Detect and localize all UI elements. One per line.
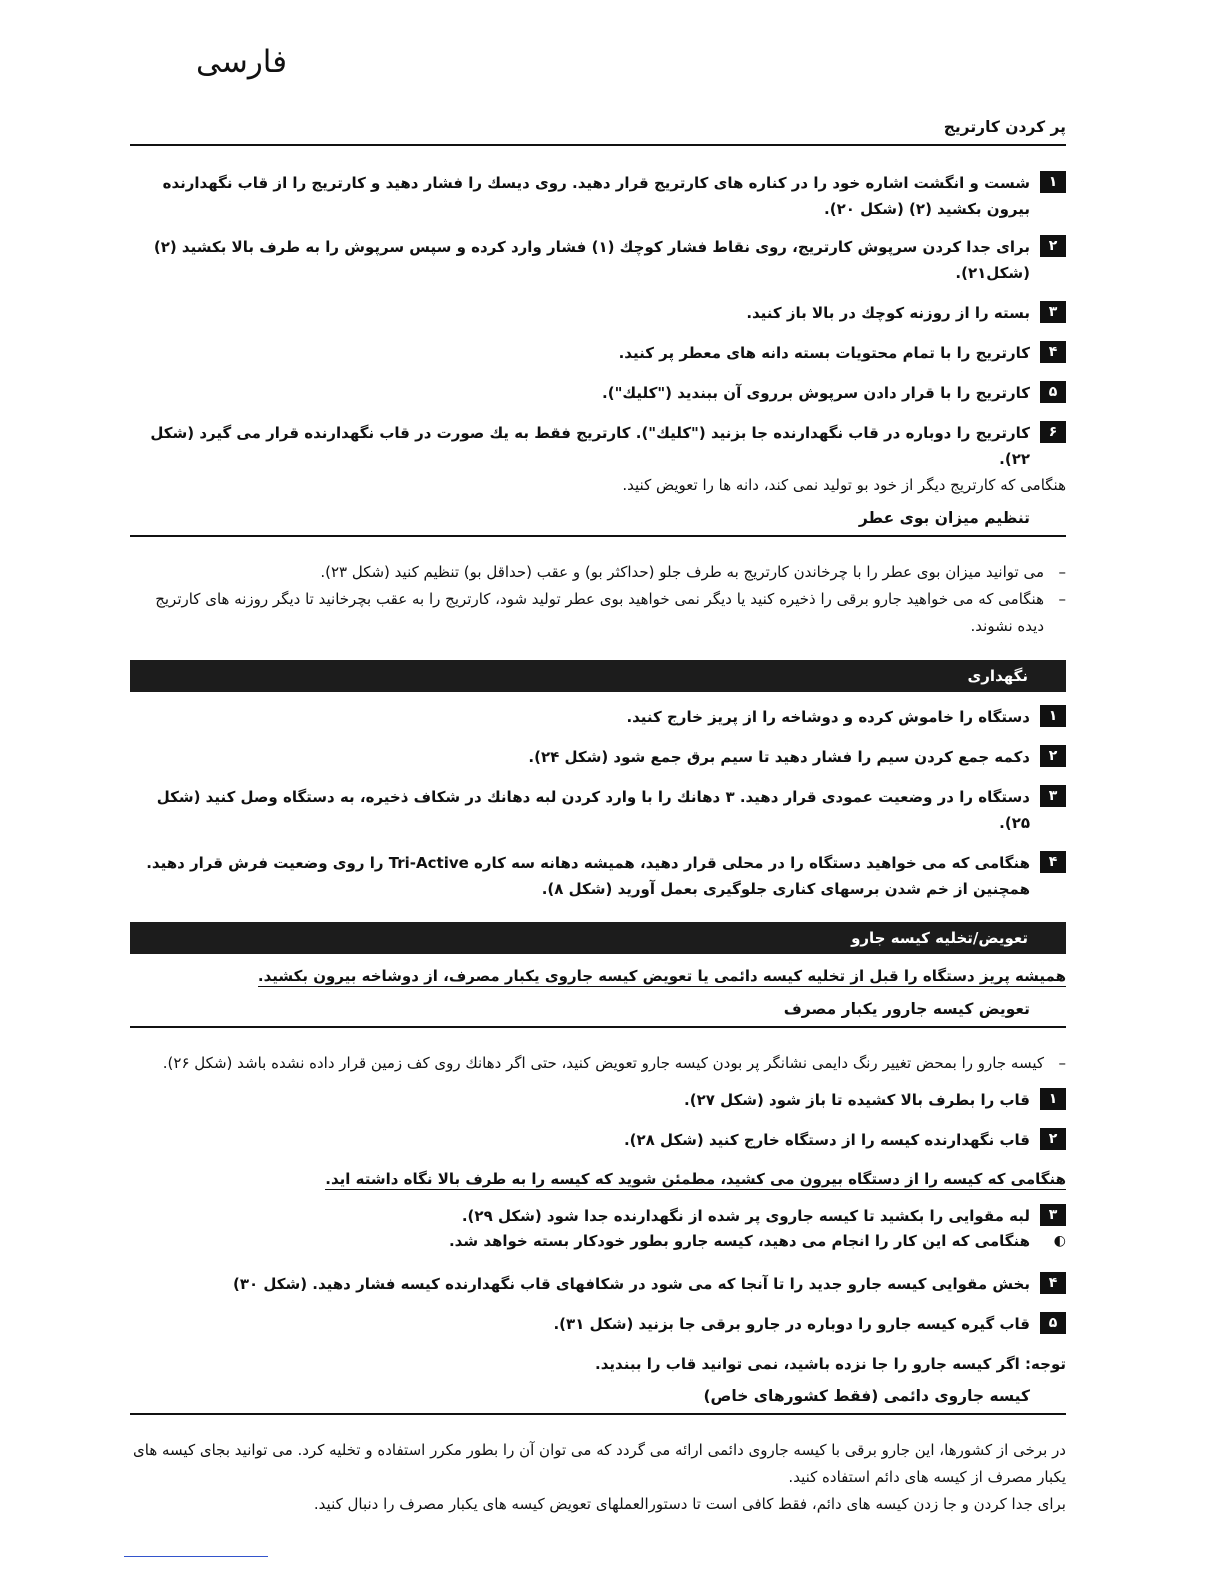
dash-marker: – [1058,590,1066,608]
warning-text-content: همیشه پریز دستگاه را قبل از تخلیه کیسه دائمی یا تعویض کیسه جاروی یکبار مصرف، از دوشاخه بیرون بکشید. [257,967,1066,985]
step-text: قاب نگهدارنده کیسه را از دستگاه خارج کنید (شکل ۲۸). [623,1131,1030,1149]
bullet-note [130,1229,1066,1253]
step-text: دستگاه را خاموش کرده و دوشاخه را از پریز خارج کنید. [626,708,1030,726]
dash-marker: – [1058,563,1066,581]
language-title: فارسی [196,44,288,80]
step-number: ۵ [1040,381,1066,403]
step-text: لبه مقوایی را بکشید تا کیسه جاروی پر شده از نگهدارنده جدا شود (شکل ۲۹). [461,1207,1030,1225]
step-number: ۳ [1040,301,1066,323]
step-text: هنگامی که می خواهید دستگاه را در محلی قرار دهید، همیشه دهانه سه کاره Tri-Active را روی وضعیت فرش قرار دهید. همچنین از خم شدن برسهای کناری جلوگیری بعمل آورید (شکل ۸). [146,854,1030,898]
paragraph: در برخی از کشورها، این جارو برقی با کیسه جاروی دائمی ارائه می گردد که می توان آن را بطور مکرر استفاده و تخلیه کرد. می توانید بجای کیسه های یکبار مصرف از کیسه های دائم استفاده کنید. [133,1441,1066,1486]
step-text: قاب گیره کیسه جارو را دوباره در جارو برقی جا بزنید (شکل ۳۱). [553,1315,1030,1333]
cartridge-note: هنگامی که کارتریج دیگر از خود بو تولید نمی کند، دانه ها را تعویض کنید. [622,476,1066,494]
section-heading-storage: نگهداری [130,660,1066,692]
subsection-heading-disposable-bag: تعویض کیسه جارور یکبار مصرف [130,1000,1066,1028]
note-text: توجه: اگر کیسه جارو را جا نزده باشید، نمی توانید قاب را ببندید. [595,1355,1066,1373]
step-number: ۱ [1040,171,1066,193]
step-number: ۴ [1040,851,1066,873]
step-text: کارتریج را دوباره در قاب نگهدارنده جا بزنید ("کلیك"). کارتریج فقط به یك صورت در قاب نگهدارنده قرار می گیرد (شکل ۲۲). [150,424,1030,468]
step-item [130,850,1066,902]
step-item [130,340,1066,366]
list-item [130,559,1066,586]
warning-text [130,964,1066,988]
list-item [130,586,1066,640]
step-number: ۱ [1040,1088,1066,1110]
step-item [130,1203,1066,1229]
section-heading-fragrance: تنظیم میزان بوی عطر [130,509,1066,537]
step-text: دکمه جمع کردن سیم را فشار دهید تا سیم برق جمع شود (شکل ۲۴). [528,748,1030,766]
step-item [130,1127,1066,1153]
footer-rule [124,1556,268,1557]
step-number: ۵ [1040,1312,1066,1334]
step-item [130,234,1066,286]
step-text: برای جدا کردن سرپوش کارتریج، روی نقاط فشار کوچك (۱) فشار وارد کرده و سپس سرپوش را به طرف بالا بکشید (۲) (شکل۲۱). [153,238,1030,282]
step-item [130,744,1066,770]
step-number: ۳ [1040,785,1066,807]
step-item [130,784,1066,836]
step-item [130,704,1066,730]
list-item-text: هنگامی که می خواهید جارو برقی را ذخیره کنید یا دیگر نمی خواهید بوی عطر تولید شود، کارتریج را به عقب بچرخانید تا دیگر روزنه های کارتریج دیده نشوند. [155,590,1044,635]
step-number: ۱ [1040,705,1066,727]
list-item-text: کیسه جارو را بمحض تغییر رنگ دایمی نشانگر پر بودن کیسه جارو تعویض کنید، حتی اگر دهانك روی کف زمین قرار داده نشده باشد (شکل ۲۶). [162,1054,1044,1072]
step-number: ۴ [1040,1272,1066,1294]
step-item [130,300,1066,326]
step-number: ۶ [1040,421,1066,443]
list-item-text: می توانید میزان بوی عطر را با چرخاندن کارتریج به طرف جلو (حداکثر بو) و عقب (حداقل بو) تنظیم کنید (شکل ۲۳). [320,563,1044,581]
step-item [130,170,1066,222]
section-heading-bag-replace: تعویض/تخلیه کیسه جارو [130,922,1066,954]
caution-text-content: هنگامی که کیسه را از دستگاه بیرون می کشید، مطمئن شوید که کیسه را به طرف بالا نگاه داشته اید. [325,1170,1066,1188]
caution-text [130,1167,1066,1191]
step-number: ۳ [1040,1204,1066,1226]
step-number: ۲ [1040,745,1066,767]
step-item [130,1311,1066,1337]
section-heading-fill-cartridge: پر کردن کارتریج [130,118,1066,146]
half-circle-bullet-icon: ◐ [1053,1233,1066,1249]
step-text: کارتریج را با تمام محتویات بسته دانه های معطر پر کنید. [618,344,1030,362]
step-item [130,420,1066,472]
paragraph: برای جدا کردن و جا زدن کیسه های دائم، فقط کافی است تا دستورالعملهای تعویض کیسه های یکبار مصرف را دنبال کنید. [313,1495,1066,1513]
manual-page [130,118,1066,1518]
step-item [130,1087,1066,1113]
step-item [130,380,1066,406]
note-line [130,1351,1066,1377]
section-heading-permanent-bag: کیسه جاروی دائمی (فقط کشورهای خاص) [130,1387,1066,1415]
bullet-note-text: هنگامی که این کار را انجام می دهید، کیسه جارو بطور خودکار بسته خواهد شد. [448,1232,1030,1250]
step-text: قاب را بطرف بالا کشیده تا باز شود (شکل ۲۷). [684,1091,1030,1109]
step-text: بخش مقوایی کیسه جارو جدید را تا آنجا که می شود در شکافهای قاب نگهدارنده کیسه فشار دهید. (شکل ۳۰) [232,1275,1030,1293]
step-number: ۴ [1040,341,1066,363]
step-number: ۲ [1040,235,1066,257]
step-number: ۲ [1040,1128,1066,1150]
list-item [130,1050,1066,1077]
step-item [130,1271,1066,1297]
step-text: شست و انگشت اشاره خود را در کناره های کارتریج قرار دهید. روی دیسك را فشار دهید و کارتریج را از قاب نگهدارنده بیرون بکشید (۲) (شکل ۲۰). [162,174,1030,218]
step-text: دستگاه را در وضعیت عمودی قرار دهید. ۳ دهانك را با وارد کردن لبه دهانك در شکاف ذخیره، به دستگاه وصل کنید (شکل ۲۵). [156,788,1030,832]
step-text: کارتریج را با قرار دادن سرپوش برروی آن ببندید ("کلیك"). [602,384,1030,402]
dash-marker: – [1058,1054,1066,1072]
step-text: بسته را از روزنه کوچك در بالا باز کنید. [746,304,1030,322]
